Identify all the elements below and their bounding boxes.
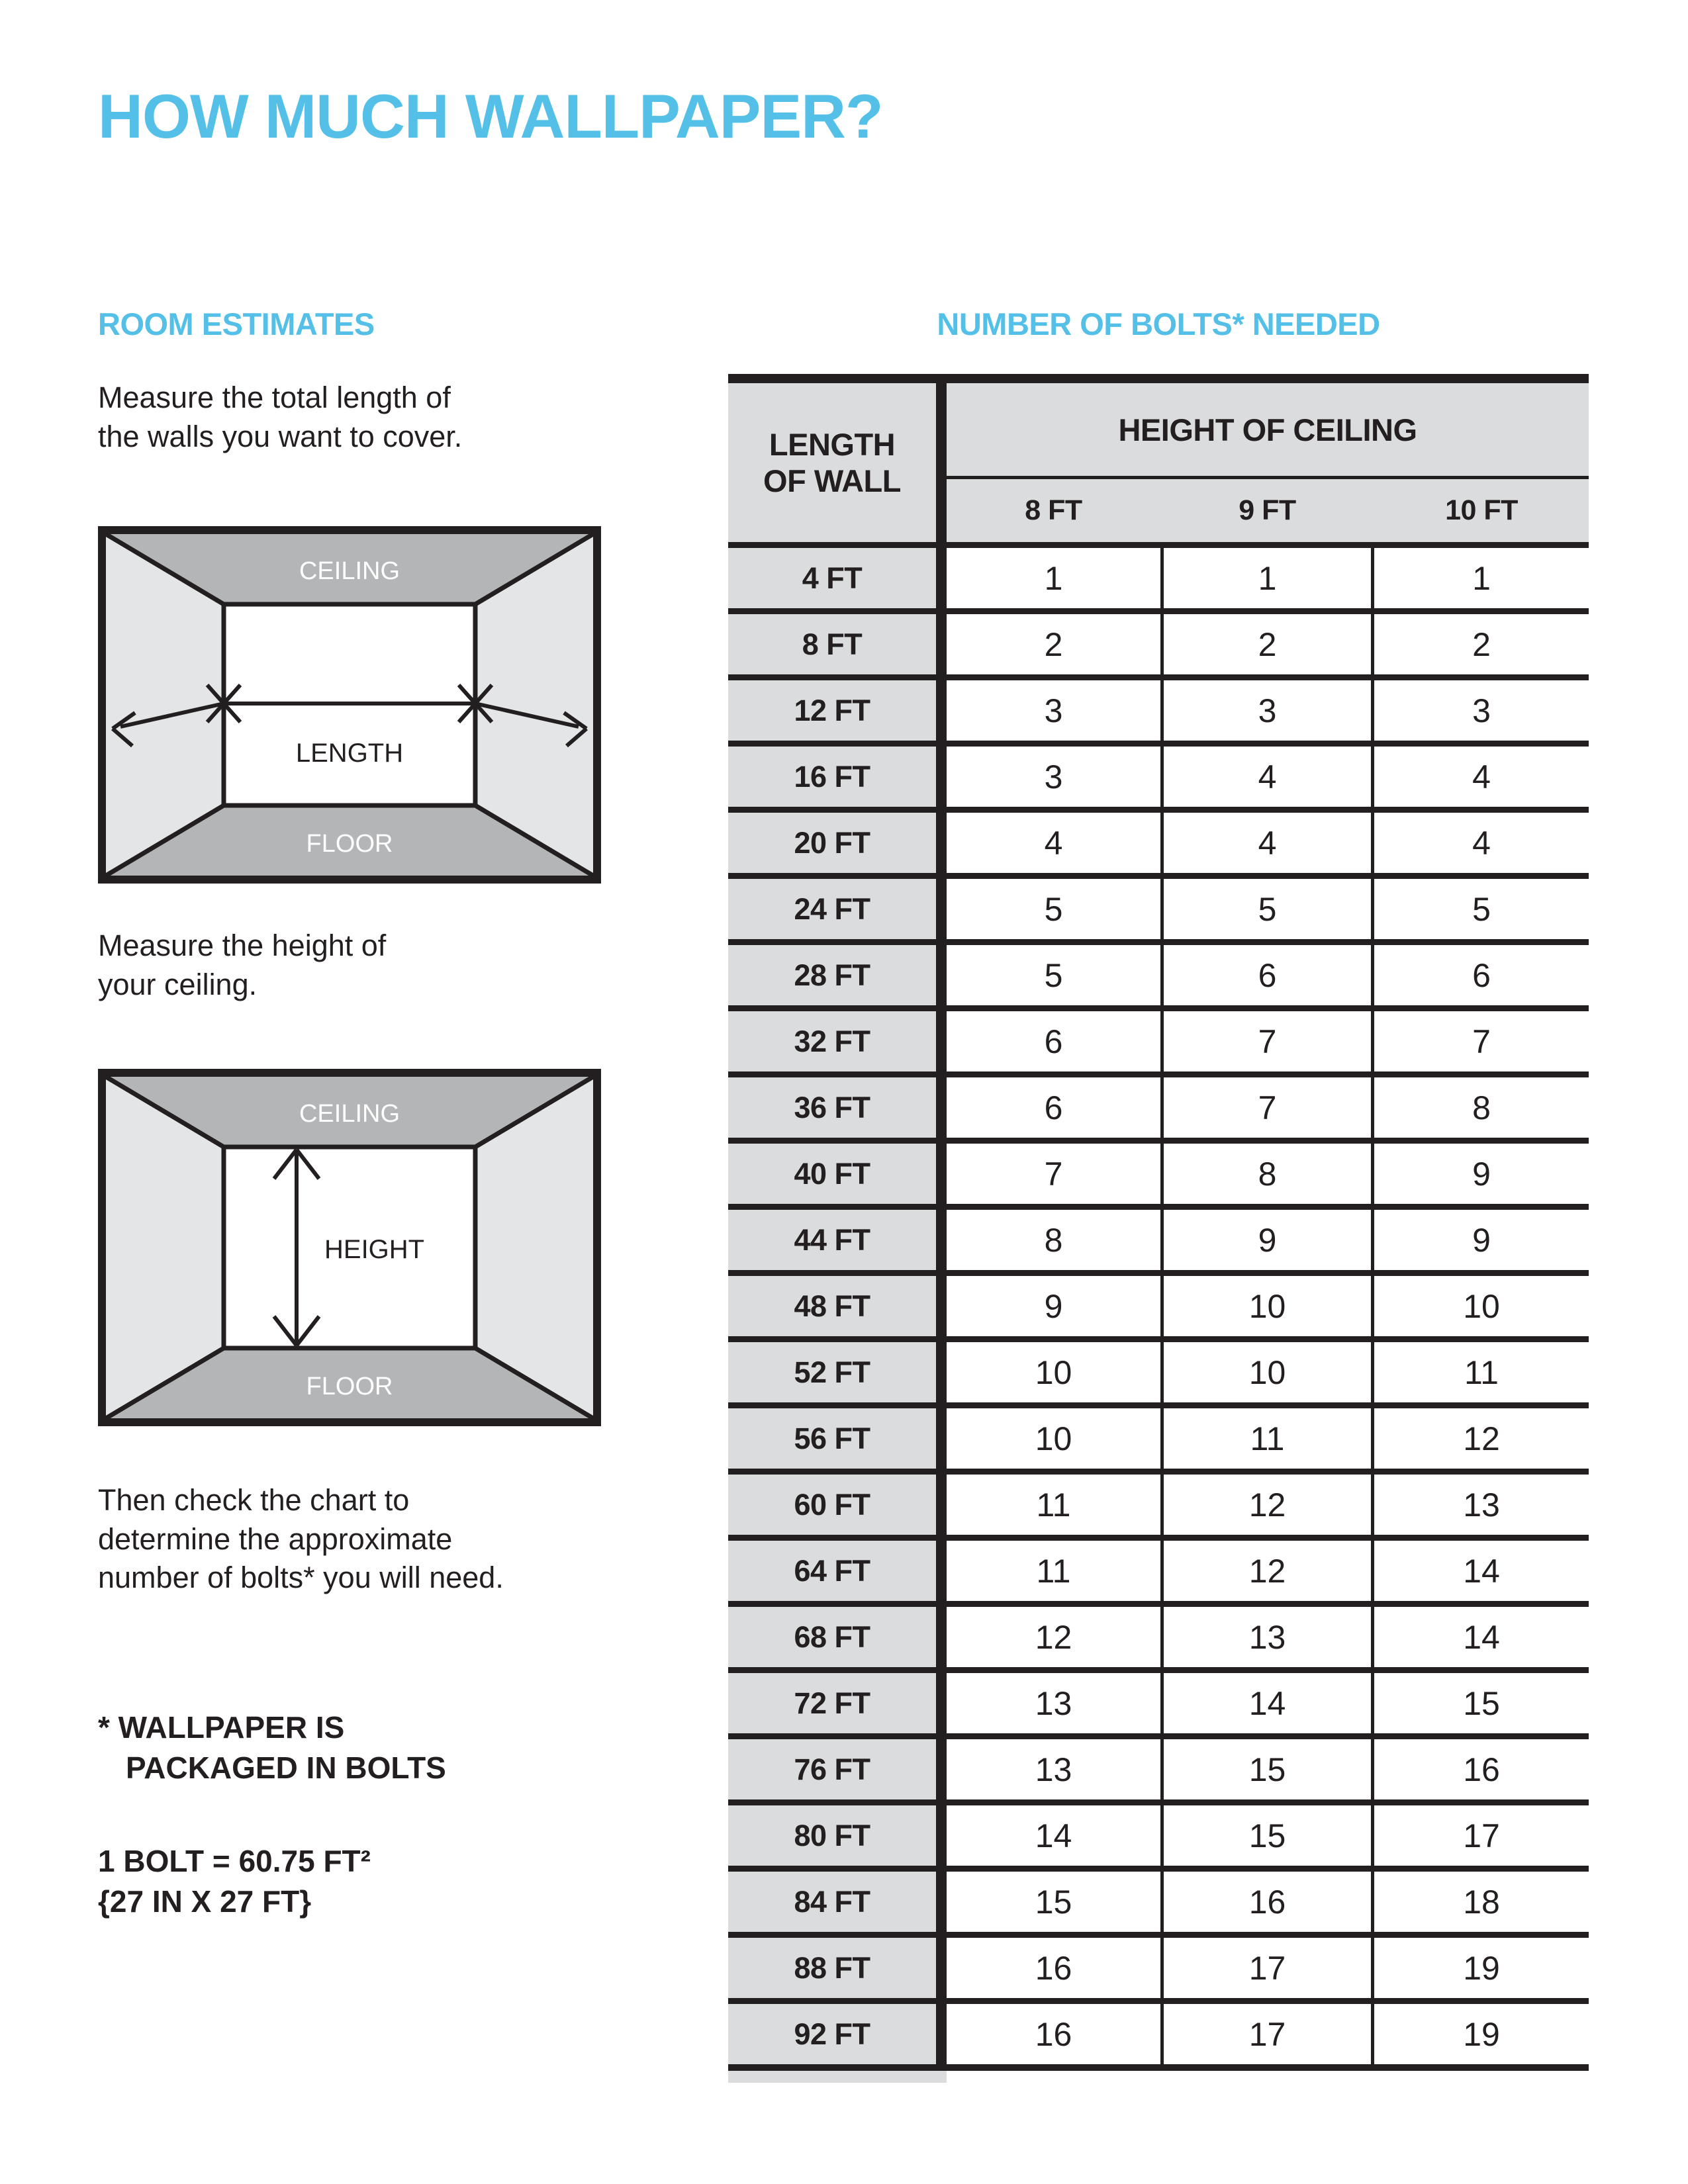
table-row bbox=[728, 741, 1589, 807]
bolts-value-10ft: 11 bbox=[1374, 1342, 1589, 1402]
bolts-value-9ft: 12 bbox=[1160, 1541, 1374, 1601]
row-length-label: 76 FT bbox=[728, 1739, 947, 1799]
row-length-label: 40 FT bbox=[728, 1144, 947, 1204]
table-row bbox=[728, 674, 1589, 741]
length-header-line: OF WALL bbox=[763, 463, 901, 498]
room-height-diagram bbox=[98, 1069, 601, 1426]
bolts-value-8ft: 10 bbox=[947, 1342, 1160, 1402]
bolts-value-8ft: 12 bbox=[947, 1607, 1160, 1667]
length-header-line: LENGTH bbox=[769, 426, 896, 462]
bolts-value-10ft: 17 bbox=[1374, 1805, 1589, 1866]
bolts-value-9ft: 3 bbox=[1160, 680, 1374, 741]
bolts-value-10ft: 9 bbox=[1374, 1144, 1589, 1204]
row-length-label: 16 FT bbox=[728, 747, 947, 807]
bolts-value-10ft: 16 bbox=[1374, 1739, 1589, 1799]
row-length-label: 12 FT bbox=[728, 680, 947, 741]
bolts-value-9ft: 7 bbox=[1160, 1077, 1374, 1138]
row-length-label: 4 FT bbox=[728, 548, 947, 608]
row-length-label: 68 FT bbox=[728, 1607, 947, 1667]
row-length-label: 28 FT bbox=[728, 945, 947, 1005]
bolts-value-8ft: 9 bbox=[947, 1276, 1160, 1336]
bolts-value-10ft: 5 bbox=[1374, 879, 1589, 939]
bolts-value-8ft: 16 bbox=[947, 1938, 1160, 1998]
table-header bbox=[728, 383, 1589, 542]
bolts-value-10ft: 3 bbox=[1374, 680, 1589, 741]
bolts-value-8ft: 11 bbox=[947, 1541, 1160, 1601]
table-row bbox=[728, 542, 1589, 608]
floor-label: FLOOR bbox=[306, 830, 393, 858]
table-row bbox=[728, 1336, 1589, 1402]
bolts-value-8ft: 3 bbox=[947, 680, 1160, 741]
column-header-10ft: 10 FT bbox=[1445, 494, 1518, 526]
table-row bbox=[728, 873, 1589, 939]
bolts-value-10ft: 18 bbox=[1374, 1872, 1589, 1932]
table-row bbox=[728, 1799, 1589, 1866]
height-of-ceiling-header: HEIGHT OF CEILING bbox=[947, 383, 1589, 479]
bolts-value-8ft: 5 bbox=[947, 945, 1160, 1005]
bolts-value-8ft: 14 bbox=[947, 1805, 1160, 1866]
bolts-value-10ft: 19 bbox=[1374, 2004, 1589, 2064]
bolts-needed-heading: NUMBER OF BOLTS* NEEDED bbox=[937, 306, 1380, 341]
bolts-value-8ft: 7 bbox=[947, 1144, 1160, 1204]
check-chart-instruction bbox=[98, 1481, 504, 1598]
bolts-value-10ft: 2 bbox=[1374, 614, 1589, 674]
bolts-value-8ft: 5 bbox=[947, 879, 1160, 939]
bolts-value-10ft: 7 bbox=[1374, 1011, 1589, 1071]
table-row bbox=[728, 1866, 1589, 1932]
table-row bbox=[728, 1998, 1589, 2064]
room-estimates-heading: ROOM ESTIMATES bbox=[98, 306, 375, 341]
bolts-value-8ft: 15 bbox=[947, 1872, 1160, 1932]
bolts-value-8ft: 13 bbox=[947, 1673, 1160, 1733]
row-length-label: 60 FT bbox=[728, 1475, 947, 1535]
row-length-label: 24 FT bbox=[728, 879, 947, 939]
bolts-value-9ft: 4 bbox=[1160, 813, 1374, 873]
bolts-value-10ft: 12 bbox=[1374, 1408, 1589, 1469]
bolts-value-10ft: 15 bbox=[1374, 1673, 1589, 1733]
bolts-value-10ft: 13 bbox=[1374, 1475, 1589, 1535]
bolts-value-9ft: 17 bbox=[1160, 2004, 1374, 2064]
ceiling-label: CEILING bbox=[299, 1100, 400, 1128]
row-length-label: 20 FT bbox=[728, 813, 947, 873]
row-length-label: 88 FT bbox=[728, 1938, 947, 1998]
measure-height-instruction bbox=[98, 927, 386, 1004]
floor-label: FLOOR bbox=[306, 1373, 393, 1400]
row-length-label: 36 FT bbox=[728, 1077, 947, 1138]
bolts-value-8ft: 16 bbox=[947, 2004, 1160, 2064]
bolt-spec-line: 1 BOLT = 60.75 FT² bbox=[98, 1844, 371, 1878]
footnote-line: * WALLPAPER IS bbox=[98, 1710, 345, 1745]
row-length-label: 56 FT bbox=[728, 1408, 947, 1469]
bolts-table bbox=[728, 374, 1589, 2083]
wallpaper-bolts-footnote bbox=[98, 1707, 446, 1788]
bolts-value-9ft: 5 bbox=[1160, 879, 1374, 939]
row-length-label: 92 FT bbox=[728, 2004, 947, 2064]
instruction-line: number of bolts* you will need. bbox=[98, 1561, 504, 1594]
bolts-value-9ft: 4 bbox=[1160, 747, 1374, 807]
table-row bbox=[728, 1138, 1589, 1204]
ceiling-height-columns bbox=[947, 479, 1589, 542]
height-dimension-label: HEIGHT bbox=[324, 1235, 425, 1264]
bolts-value-10ft: 14 bbox=[1374, 1607, 1589, 1667]
bolts-value-8ft: 8 bbox=[947, 1210, 1160, 1270]
measure-length-instruction bbox=[98, 379, 462, 456]
bolts-value-10ft: 14 bbox=[1374, 1541, 1589, 1601]
bolt-size-spec bbox=[98, 1841, 371, 1922]
bolts-value-9ft: 8 bbox=[1160, 1144, 1374, 1204]
bolts-value-9ft: 7 bbox=[1160, 1011, 1374, 1071]
table-row bbox=[728, 1932, 1589, 1998]
bolts-value-10ft: 8 bbox=[1374, 1077, 1589, 1138]
ceiling-label: CEILING bbox=[299, 557, 400, 585]
bolts-value-9ft: 14 bbox=[1160, 1673, 1374, 1733]
column-header-8ft: 8 FT bbox=[1025, 494, 1082, 526]
table-row bbox=[728, 1005, 1589, 1071]
bolts-value-9ft: 16 bbox=[1160, 1872, 1374, 1932]
footnote-line: PACKAGED IN BOLTS bbox=[126, 1751, 446, 1786]
table-row bbox=[728, 1535, 1589, 1601]
bolts-value-9ft: 15 bbox=[1160, 1805, 1374, 1866]
row-length-label: 64 FT bbox=[728, 1541, 947, 1601]
bolts-value-8ft: 1 bbox=[947, 548, 1160, 608]
bolts-value-9ft: 12 bbox=[1160, 1475, 1374, 1535]
bolts-value-9ft: 9 bbox=[1160, 1210, 1374, 1270]
row-length-label: 8 FT bbox=[728, 614, 947, 674]
bolts-value-10ft: 6 bbox=[1374, 945, 1589, 1005]
length-of-wall-header bbox=[728, 383, 947, 542]
instruction-line: your ceiling. bbox=[98, 967, 258, 1001]
bolts-value-9ft: 2 bbox=[1160, 614, 1374, 674]
table-row bbox=[728, 939, 1589, 1005]
bolts-value-10ft: 10 bbox=[1374, 1276, 1589, 1336]
bolts-table-body bbox=[728, 542, 1589, 2064]
bolts-value-9ft: 10 bbox=[1160, 1342, 1374, 1402]
table-row bbox=[728, 807, 1589, 873]
row-length-label: 48 FT bbox=[728, 1276, 947, 1336]
row-length-label: 44 FT bbox=[728, 1210, 947, 1270]
bolts-value-8ft: 11 bbox=[947, 1475, 1160, 1535]
table-gray-tab bbox=[728, 2071, 947, 2083]
table-top-rule bbox=[728, 374, 1589, 383]
row-length-label: 80 FT bbox=[728, 1805, 947, 1866]
table-row bbox=[728, 1601, 1589, 1667]
bolts-value-10ft: 19 bbox=[1374, 1938, 1589, 1998]
page-title: HOW MUCH WALLPAPER? bbox=[98, 81, 883, 151]
row-length-label: 52 FT bbox=[728, 1342, 947, 1402]
table-row bbox=[728, 608, 1589, 674]
table-row bbox=[728, 1402, 1589, 1469]
instruction-line: Measure the height of bbox=[98, 929, 387, 962]
bolts-value-8ft: 2 bbox=[947, 614, 1160, 674]
table-row bbox=[728, 1071, 1589, 1138]
row-length-label: 72 FT bbox=[728, 1673, 947, 1733]
bolts-value-8ft: 13 bbox=[947, 1739, 1160, 1799]
bolts-value-8ft: 3 bbox=[947, 747, 1160, 807]
column-header-9ft: 9 FT bbox=[1239, 494, 1296, 526]
table-row bbox=[728, 1667, 1589, 1733]
instruction-line: Measure the total length of bbox=[98, 381, 451, 414]
bolts-value-10ft: 9 bbox=[1374, 1210, 1589, 1270]
bolts-value-8ft: 4 bbox=[947, 813, 1160, 873]
bolts-value-9ft: 11 bbox=[1160, 1408, 1374, 1469]
bolts-value-8ft: 6 bbox=[947, 1077, 1160, 1138]
bolts-value-9ft: 10 bbox=[1160, 1276, 1374, 1336]
row-length-label: 32 FT bbox=[728, 1011, 947, 1071]
instruction-line: Then check the chart to bbox=[98, 1483, 410, 1517]
bolt-spec-line: {27 IN X 27 FT} bbox=[98, 1884, 312, 1919]
table-row bbox=[728, 1270, 1589, 1336]
bolts-value-10ft: 4 bbox=[1374, 747, 1589, 807]
length-dimension-label: LENGTH bbox=[295, 739, 404, 768]
bolts-value-9ft: 17 bbox=[1160, 1938, 1374, 1998]
bolts-value-10ft: 4 bbox=[1374, 813, 1589, 873]
ceiling-height-header-group bbox=[947, 383, 1589, 542]
bolts-value-10ft: 1 bbox=[1374, 548, 1589, 608]
room-length-diagram bbox=[98, 526, 601, 884]
bolts-value-8ft: 10 bbox=[947, 1408, 1160, 1469]
row-length-label: 84 FT bbox=[728, 1872, 947, 1932]
table-row bbox=[728, 1469, 1589, 1535]
table-row bbox=[728, 1733, 1589, 1799]
bolts-value-9ft: 1 bbox=[1160, 548, 1374, 608]
instruction-line: the walls you want to cover. bbox=[98, 419, 463, 453]
bolts-value-8ft: 6 bbox=[947, 1011, 1160, 1071]
instruction-line: determine the approximate bbox=[98, 1522, 453, 1556]
bolts-value-9ft: 13 bbox=[1160, 1607, 1374, 1667]
bolts-value-9ft: 15 bbox=[1160, 1739, 1374, 1799]
bolts-value-9ft: 6 bbox=[1160, 945, 1374, 1005]
table-row bbox=[728, 1204, 1589, 1270]
table-bottom-rule bbox=[728, 2064, 1589, 2071]
